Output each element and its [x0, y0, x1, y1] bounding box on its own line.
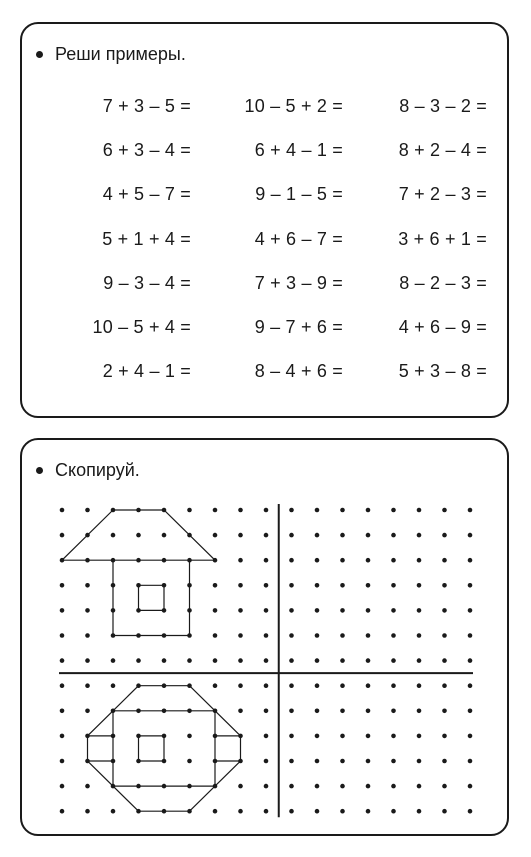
example: 7 + 3 – 9 = [254, 272, 343, 293]
grid-dot [468, 558, 473, 563]
grid-dot [468, 658, 473, 663]
grid-dot [264, 759, 269, 764]
grid-dot [315, 809, 320, 814]
grid-dot [60, 583, 65, 588]
grid-dot [85, 608, 90, 613]
example-row [22, 96, 507, 140]
grid-dot [417, 608, 422, 613]
grid-dot [468, 608, 473, 613]
grid-dot [238, 809, 243, 814]
grid-dot [162, 533, 167, 538]
examples-grid [22, 96, 507, 405]
grid-dot [417, 683, 422, 688]
grid-dot [60, 784, 65, 789]
grid-dot [136, 533, 141, 538]
grid-dot [340, 583, 345, 588]
grid-dot [187, 734, 192, 739]
grid-dot [417, 533, 422, 538]
grid-dot [85, 809, 90, 814]
figure-house-line [113, 560, 190, 635]
grid-dot [468, 533, 473, 538]
grid-dot [213, 583, 218, 588]
grid-dot [187, 759, 192, 764]
grid-dot [60, 683, 65, 688]
grid-dot [264, 709, 269, 714]
grid-dot [213, 633, 218, 638]
grid-dot [315, 508, 320, 513]
grid-dot [417, 809, 422, 814]
grid-dot [468, 508, 473, 513]
figure-octagon-line [139, 736, 165, 761]
example: 7 + 3 – 5 = [102, 96, 191, 116]
grid-dot [136, 658, 141, 663]
grid-dot [468, 583, 473, 588]
grid-dot [289, 608, 294, 613]
grid-dot [442, 583, 447, 588]
grid-dot [238, 683, 243, 688]
grid-dot [85, 784, 90, 789]
example: 6 + 4 – 1 = [254, 140, 343, 161]
grid-dot [366, 558, 371, 563]
grid-dot [264, 533, 269, 538]
grid-dot [417, 508, 422, 513]
grid-dot [442, 759, 447, 764]
grid-dot [85, 709, 90, 714]
grid-dot [289, 633, 294, 638]
grid-dot [60, 709, 65, 714]
grid-dot [391, 633, 396, 638]
example-row [22, 140, 507, 184]
grid-dot [238, 583, 243, 588]
grid-dot [238, 508, 243, 513]
grid-dot [60, 809, 65, 814]
grid-dot [391, 683, 396, 688]
grid-dot [289, 734, 294, 739]
grid-dot [85, 683, 90, 688]
example: 10 – 5 + 2 = [244, 96, 343, 116]
grid-dot [85, 583, 90, 588]
example: 5 + 1 + 4 = [102, 228, 191, 249]
example: 9 – 1 – 5 = [255, 184, 343, 205]
grid-dot [442, 508, 447, 513]
grid-dot [315, 633, 320, 638]
grid-dot [264, 558, 269, 563]
grid-dot [60, 658, 65, 663]
example: 4 + 6 – 7 = [254, 228, 343, 249]
grid-dot [391, 809, 396, 814]
grid-dot [442, 683, 447, 688]
grid-dot [289, 533, 294, 538]
grid-dot [238, 658, 243, 663]
grid-dot [442, 809, 447, 814]
grid-dot [111, 533, 116, 538]
grid-dot [468, 759, 473, 764]
grid-dot [340, 633, 345, 638]
grid-dot [187, 658, 192, 663]
grid-dot [366, 683, 371, 688]
grid-dot [213, 533, 218, 538]
grid-dot [366, 759, 371, 764]
grid-dot [264, 683, 269, 688]
example: 7 + 2 – 3 = [398, 184, 487, 205]
grid-dot [417, 759, 422, 764]
grid-dot [264, 608, 269, 613]
grid-dot [468, 683, 473, 688]
grid-dot [85, 633, 90, 638]
grid-dot [315, 583, 320, 588]
grid-dot [391, 608, 396, 613]
task-heading [36, 44, 186, 65]
grid-dot [366, 508, 371, 513]
grid-dot [417, 633, 422, 638]
example: 5 + 3 – 8 = [398, 361, 487, 382]
exercise-card-copy [20, 438, 509, 836]
grid-dot [442, 784, 447, 789]
grid-dot [315, 784, 320, 789]
grid-dot [366, 633, 371, 638]
grid-dot [468, 734, 473, 739]
example-row [22, 184, 507, 228]
example-row [22, 361, 507, 405]
grid-dot [264, 658, 269, 663]
grid-dot [60, 633, 65, 638]
grid-dot [340, 759, 345, 764]
grid-dot [264, 633, 269, 638]
grid-dot [60, 508, 65, 513]
grid-dot [238, 709, 243, 714]
task-title: Реши примеры. [55, 44, 186, 64]
grid-dot [468, 709, 473, 714]
grid-dot [289, 784, 294, 789]
grid-dot [264, 508, 269, 513]
grid-dot [340, 734, 345, 739]
example: 8 + 2 – 4 = [398, 140, 487, 161]
grid-dot [315, 734, 320, 739]
example: 3 + 6 + 1 = [398, 228, 487, 249]
grid-dot [85, 658, 90, 663]
task-title: Скопируй. [55, 460, 140, 480]
example: 2 + 4 – 1 = [102, 361, 191, 382]
grid-dot [111, 658, 116, 663]
example-row [22, 273, 507, 317]
grid-dot [264, 734, 269, 739]
grid-dot [315, 558, 320, 563]
figure-house-line [139, 585, 165, 610]
grid-dot [60, 533, 65, 538]
grid-dot [238, 633, 243, 638]
grid-dot [238, 533, 243, 538]
grid-dot [340, 533, 345, 538]
grid-dot [366, 709, 371, 714]
grid-dot [417, 734, 422, 739]
example: 4 + 6 – 9 = [398, 316, 487, 337]
grid-dot [340, 709, 345, 714]
grid-dot [111, 809, 116, 814]
grid-dot [289, 508, 294, 513]
grid-dot [442, 658, 447, 663]
grid-dot [340, 784, 345, 789]
dot-grid [22, 440, 507, 834]
grid-dot [289, 658, 294, 663]
grid-dot [289, 709, 294, 714]
grid-dot [468, 784, 473, 789]
grid-dot [366, 608, 371, 613]
grid-dot [315, 683, 320, 688]
grid-dot [391, 784, 396, 789]
grid-dot [213, 658, 218, 663]
grid-dot [60, 734, 65, 739]
grid-dot [60, 759, 65, 764]
grid-dot [340, 508, 345, 513]
grid-dot [391, 583, 396, 588]
example: 8 – 3 – 2 = [399, 96, 487, 116]
grid-dot [340, 658, 345, 663]
example: 9 – 7 + 6 = [254, 316, 343, 337]
grid-dot [289, 683, 294, 688]
grid-dot [340, 683, 345, 688]
grid-dot [417, 558, 422, 563]
grid-dot [366, 784, 371, 789]
grid-dot [391, 558, 396, 563]
grid-dot [366, 809, 371, 814]
example: 4 + 5 – 7 = [102, 184, 191, 205]
grid-dot [340, 809, 345, 814]
grid-dot [264, 809, 269, 814]
example: 8 – 2 – 3 = [399, 272, 487, 293]
grid-dot [238, 784, 243, 789]
grid-dot [417, 583, 422, 588]
grid-dot [315, 608, 320, 613]
grid-dot [417, 709, 422, 714]
grid-dot [391, 533, 396, 538]
grid-dot [213, 608, 218, 613]
grid-dot [85, 508, 90, 513]
grid-dot [264, 583, 269, 588]
example: 8 – 4 + 6 = [254, 361, 343, 382]
example-row [22, 317, 507, 361]
grid-dot [315, 709, 320, 714]
exercise-card-arithmetic [20, 22, 509, 418]
grid-dot [366, 734, 371, 739]
grid-dot [315, 658, 320, 663]
grid-dot [366, 533, 371, 538]
grid-dot [391, 658, 396, 663]
grid-dot [391, 508, 396, 513]
grid-dot [213, 683, 218, 688]
grid-dot [442, 633, 447, 638]
grid-dot [366, 658, 371, 663]
grid-dot [340, 608, 345, 613]
grid-dot [442, 709, 447, 714]
grid-dot [289, 809, 294, 814]
grid-dot [289, 759, 294, 764]
grid-dot [468, 633, 473, 638]
grid-dot [213, 809, 218, 814]
grid-dot [442, 558, 447, 563]
grid-dot [60, 608, 65, 613]
grid-dot [340, 558, 345, 563]
example: 6 + 3 – 4 = [102, 140, 191, 161]
grid-dot [442, 533, 447, 538]
grid-dot [391, 709, 396, 714]
grid-dot [315, 759, 320, 764]
example-row [22, 229, 507, 273]
grid-dot [417, 658, 422, 663]
grid-dot [238, 608, 243, 613]
grid-dot [417, 784, 422, 789]
grid-dot [315, 533, 320, 538]
grid-dot [162, 658, 167, 663]
grid-dot [391, 759, 396, 764]
bullet-icon [36, 51, 43, 58]
grid-dot [289, 558, 294, 563]
grid-dot [213, 508, 218, 513]
grid-dot [289, 583, 294, 588]
grid-dot [366, 583, 371, 588]
grid-dot [442, 734, 447, 739]
example: 9 – 3 – 4 = [103, 272, 191, 293]
grid-dot [238, 558, 243, 563]
grid-dot [187, 508, 192, 513]
grid-dot [468, 809, 473, 814]
grid-dot [264, 784, 269, 789]
grid-dot [111, 683, 116, 688]
example: 10 – 5 + 4 = [92, 316, 191, 337]
grid-dot [442, 608, 447, 613]
grid-dot [391, 734, 396, 739]
